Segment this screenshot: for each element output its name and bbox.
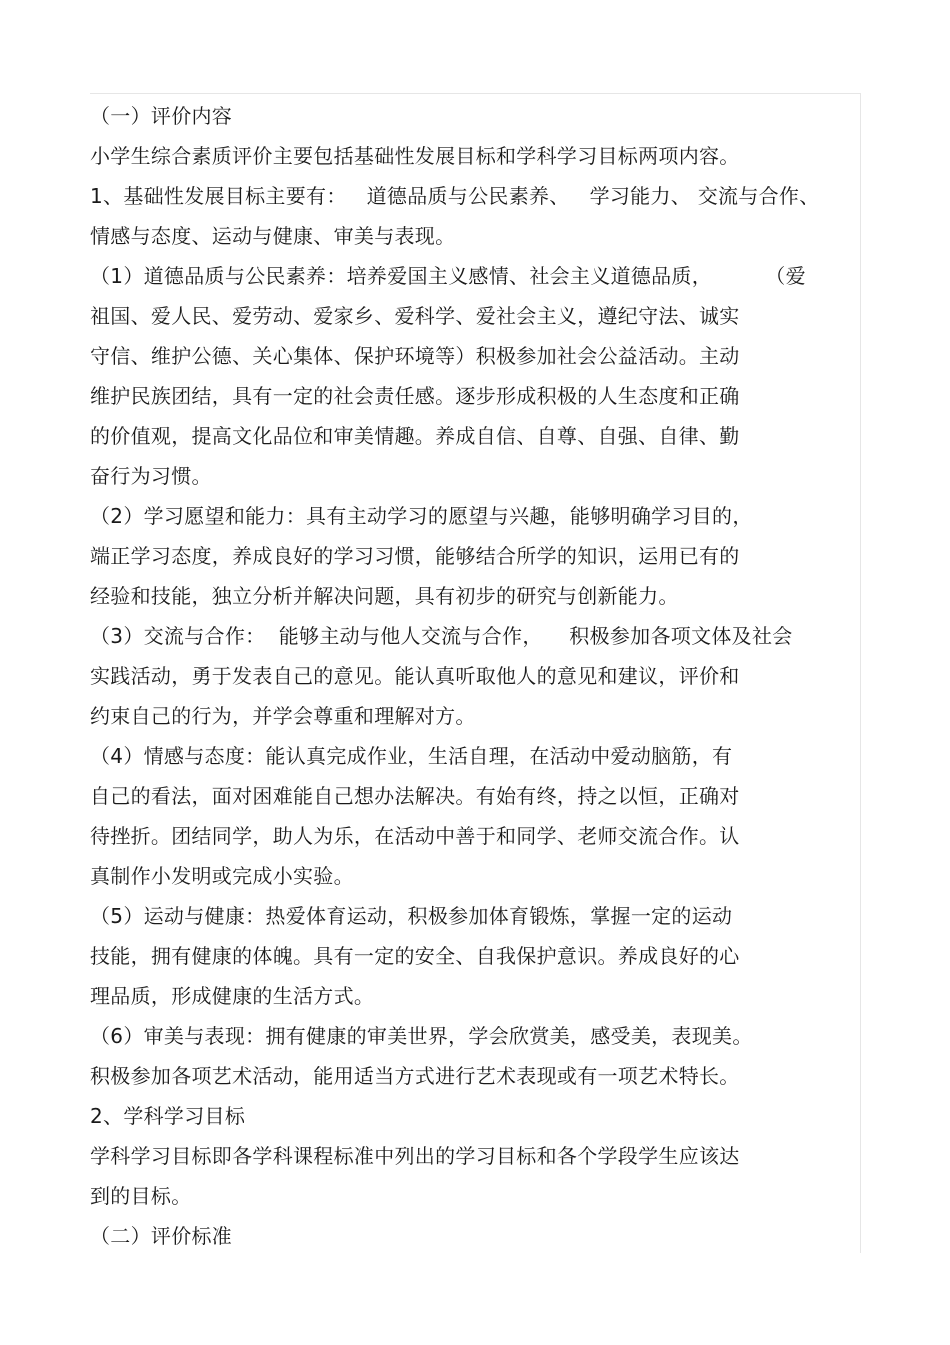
text-line: 技能，拥有健康的体魄。具有一定的安全、自我保护意识。养成良好的心	[90, 944, 740, 968]
text-line: 的价值观，提高文化品位和审美情趣。养成自信、自尊、自强、自律、勤	[90, 424, 740, 448]
text-line: 到的目标。	[90, 1184, 192, 1208]
text-line: 约束自己的行为，并学会尊重和理解对方。	[90, 704, 476, 728]
item-heading-morality: （1）道德品质与公民素养：培养爱国主义感情、社会主义道德品质， （爱	[90, 264, 806, 288]
text-line: 真制作小发明或完成小实验。	[90, 864, 354, 888]
item-heading-learning: （2）学习愿望和能力：具有主动学习的愿望与兴趣，能够明确学习目的，	[90, 504, 753, 528]
page-border-right	[860, 93, 861, 1253]
text-line: 积极参加各项艺术活动，能用适当方式进行艺术表现或有一项艺术特长。	[90, 1064, 740, 1088]
page-border-top	[90, 93, 861, 94]
section-heading-evaluation-content: （一）评价内容	[90, 104, 233, 128]
text-line: 小学生综合素质评价主要包括基础性发展目标和学科学习目标两项内容。	[90, 144, 740, 168]
item-heading-communication: （3）交流与合作： 能够主动与他人交流与合作， 积极参加各项文体及社会	[90, 624, 793, 648]
text-line: 理品质，形成健康的生活方式。	[90, 984, 375, 1008]
text-line: 实践活动，勇于发表自己的意见。能认真听取他人的意见和建议，评价和	[90, 664, 740, 688]
section-heading-evaluation-standard: （二）评价标准	[90, 1224, 233, 1248]
text-line: 待挫折。团结同学，助人为乐，在活动中善于和同学、老师交流合作。认	[90, 824, 740, 848]
text-line: 端正学习态度，养成良好的学习习惯，能够结合所学的知识，运用已有的	[90, 544, 740, 568]
subsection-heading-basic-goals: 1、基础性发展目标主要有： 道德品质与公民素养、 学习能力、 交流与合作、	[90, 184, 820, 208]
text-line: 经验和技能，独立分析并解决问题，具有初步的研究与创新能力。	[90, 584, 679, 608]
subsection-heading-subject-goals: 2、学科学习目标	[90, 1104, 246, 1128]
text-line: 学科学习目标即各学科课程标准中列出的学习目标和各个学段学生应该达	[90, 1144, 740, 1168]
text-line: 自己的看法，面对困难能自己想办法解决。有始有终，持之以恒，正确对	[90, 784, 740, 808]
text-line: 守信、维护公德、关心集体、保护环境等）积极参加社会公益活动。主动	[90, 344, 740, 368]
text-line: 祖国、爱人民、爱劳动、爱家乡、爱科学、爱社会主义，遵纪守法、诚实	[90, 304, 740, 328]
text-line: 奋行为习惯。	[90, 464, 212, 488]
item-heading-health: （5）运动与健康：热爱体育运动，积极参加体育锻炼，掌握一定的运动	[90, 904, 733, 928]
text-line: 情感与态度、运动与健康、审美与表现。	[90, 224, 456, 248]
text-line: 维护民族团结，具有一定的社会责任感。逐步形成积极的人生态度和正确	[90, 384, 740, 408]
item-heading-aesthetics: （6）审美与表现：拥有健康的审美世界，学会欣赏美，感受美，表现美。	[90, 1024, 753, 1048]
item-heading-emotion: （4）情感与态度：能认真完成作业，生活自理，在活动中爱动脑筋，有	[90, 744, 733, 768]
